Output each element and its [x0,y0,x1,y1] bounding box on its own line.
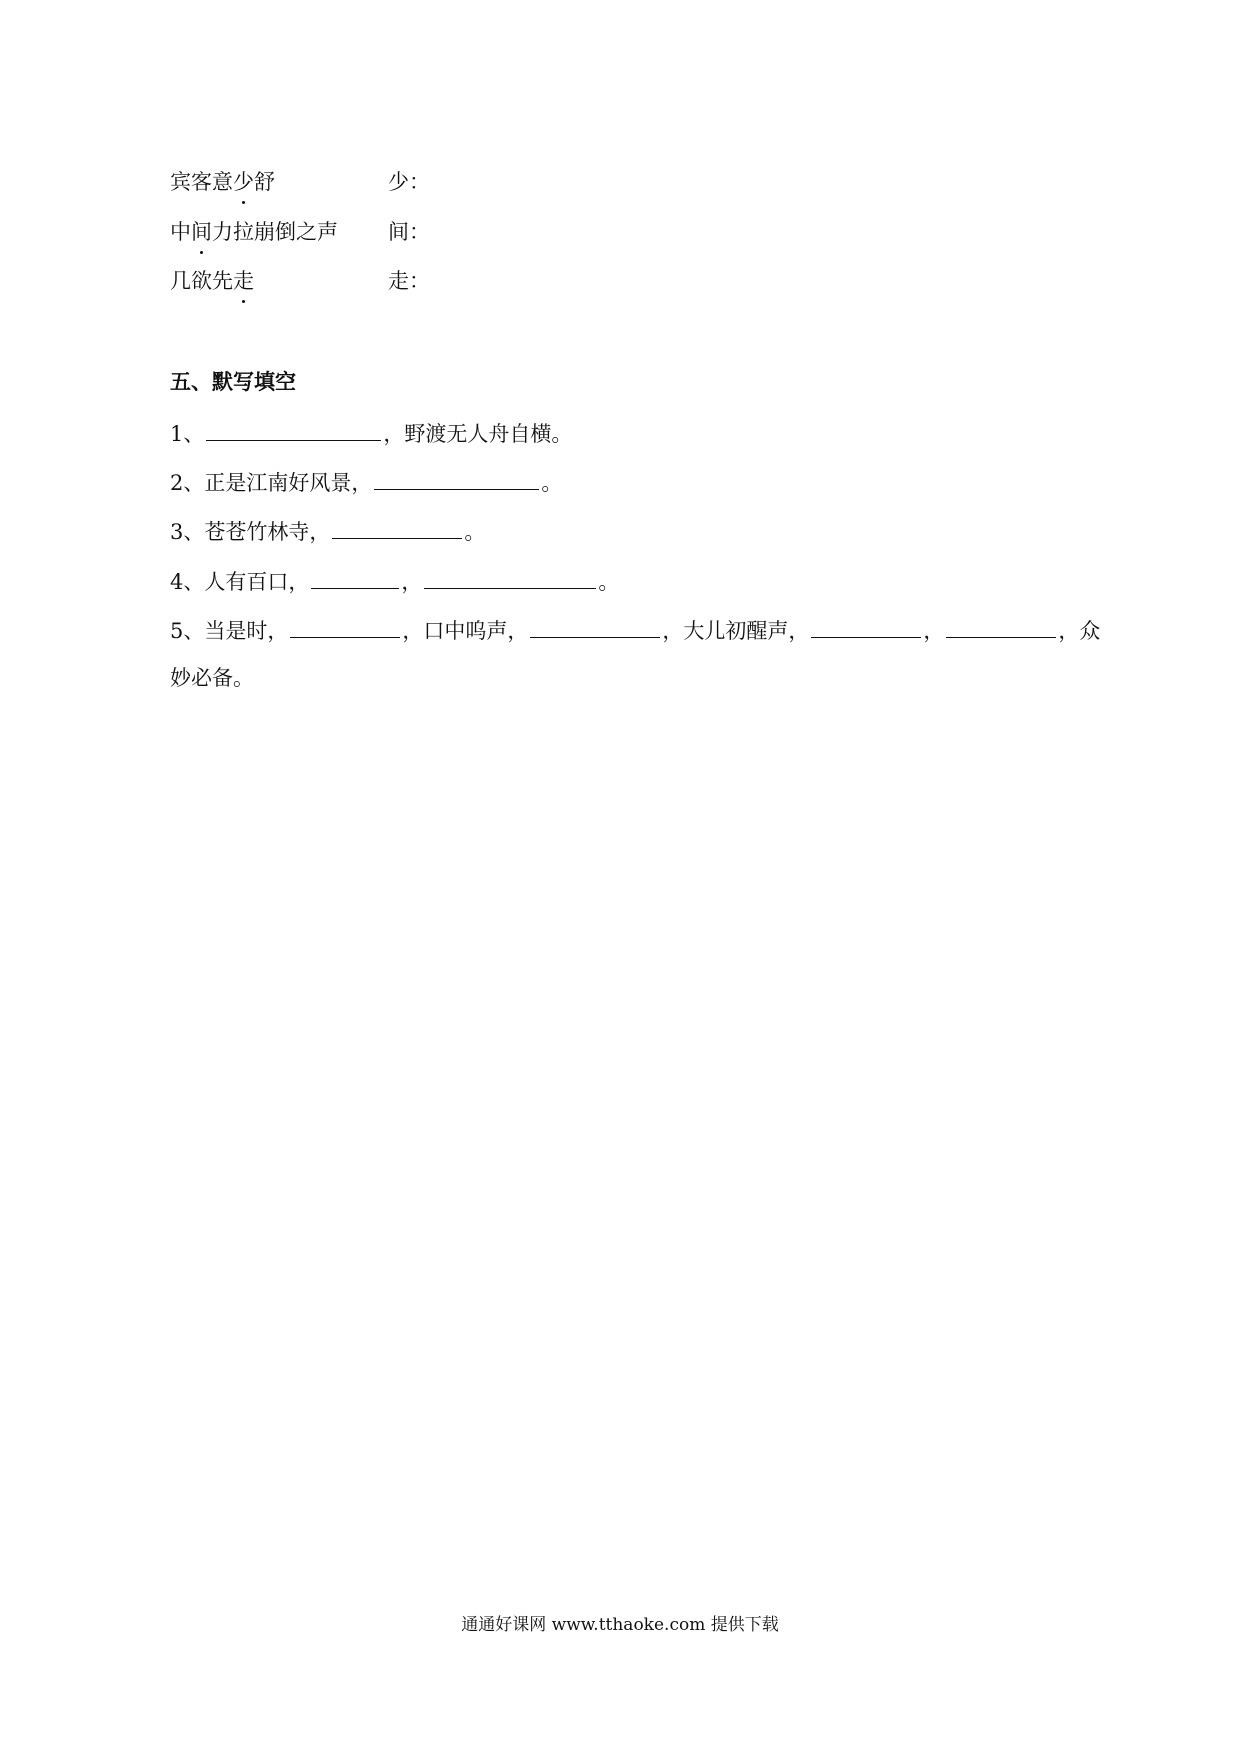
item-text: 。 [464,520,486,544]
item-number: 4、 [170,570,205,594]
item-number: 3、 [170,520,205,544]
vocab-word: 间： [388,220,430,244]
item-text: 当是时， [204,619,289,643]
vocab-word: 走： [388,269,430,293]
vocab-word: 少： [388,170,430,194]
section-title: 五、默写填空 [170,370,296,394]
vocab-phrase: 宾客意少舒 [170,170,275,194]
item-text: 正是江南好风景， [204,471,373,495]
vocab-phrase: 几欲先走 [170,269,254,293]
answer-blank[interactable] [374,467,539,490]
item-text: ，野渡无人舟自横。 [383,422,573,446]
answer-blank[interactable] [311,566,399,589]
item-text: ， [923,619,945,643]
fill-item-continuation: 妙必备。 [170,666,254,690]
fill-item [170,467,562,497]
fill-item [170,516,485,546]
emphasis-char: 走 [233,269,254,293]
answer-blank[interactable] [424,566,596,589]
item-text: ，口中呜声， [402,619,529,643]
emphasis-char: 少 [233,170,254,194]
item-text: ， [401,570,423,594]
emphasis-char: 间 [191,220,212,244]
fill-item [170,566,619,596]
item-text: 苍苍竹林寺， [204,520,331,544]
answer-blank[interactable] [332,516,462,539]
item-number: 2、 [170,471,205,495]
answer-blank[interactable] [290,615,400,638]
fill-item [170,418,572,448]
item-text: 。 [541,471,563,495]
item-text: ，众 [1058,619,1101,643]
item-text: 人有百口， [204,570,310,594]
answer-blank[interactable] [811,615,921,638]
vocab-phrase: 中间力拉崩倒之声 [170,220,338,244]
item-number: 5、 [170,619,205,643]
item-number: 1、 [170,422,205,446]
answer-blank[interactable] [206,418,381,441]
item-text: ，大儿初醒声， [662,619,810,643]
answer-blank[interactable] [530,615,660,638]
page-footer: 通通好课网 www.tthaoke.com 提供下载 [461,1615,779,1635]
answer-blank[interactable] [946,615,1056,638]
item-text: 。 [598,570,620,594]
fill-item [170,615,1100,645]
